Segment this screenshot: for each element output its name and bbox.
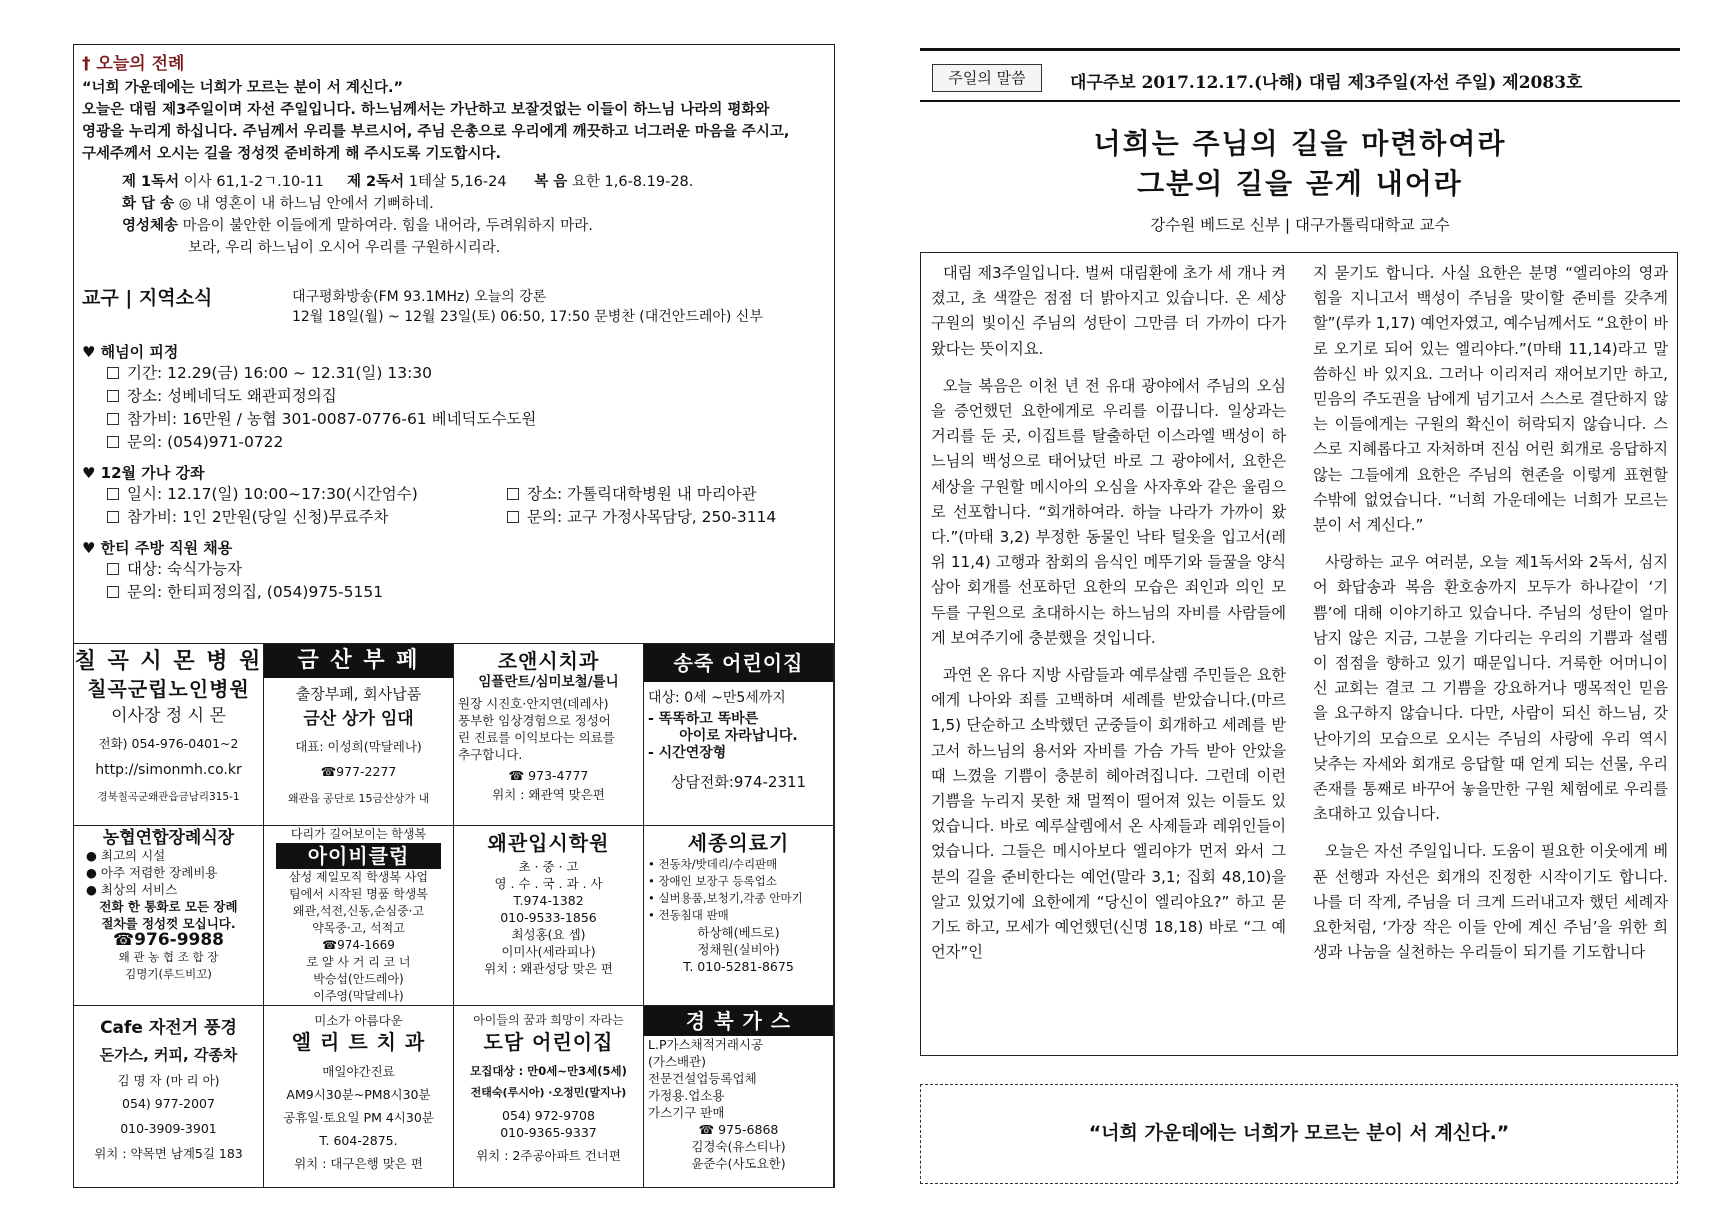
ad-text: 다리가 길어보이는 학생복 — [290, 827, 427, 841]
ad-address: 위치 : 약목면 남계5길 183 — [94, 1146, 243, 1161]
checkbox-icon — [107, 511, 119, 523]
ad-text: 김명기(루드비꼬) — [125, 967, 212, 981]
liturgy-quote: “너희 가운데에는 너희가 모르는 분이 서 계신다.” — [82, 80, 403, 96]
today-liturgy — [82, 49, 827, 259]
ad-text: ● 최상의 서비스 — [86, 882, 178, 897]
section-title-hiring: ♥ 한티 주방 직원 채용 — [82, 539, 233, 557]
communion-2: 보라, 우리 하느님이 오시어 우리를 구원하시리라. — [188, 240, 501, 256]
ad-grid — [74, 643, 834, 1187]
ad-url: http://simonmh.co.kr — [95, 762, 242, 778]
homily-author: 강수원 베드로 신부 | 대구가톨릭대학교 교수 — [1150, 216, 1450, 234]
ad-text: 이사장 정 시 몬 — [111, 706, 226, 726]
ad-text: 돈가스, 커피, 각종차 — [99, 1046, 238, 1064]
reading1-label: 제 1독서 — [122, 174, 180, 190]
gospel: 요한 1,6-8.19-28. — [571, 174, 694, 190]
checkbox-icon — [107, 436, 119, 448]
cana-item — [107, 483, 482, 506]
ad-phone: ☎974-1669 — [322, 938, 395, 952]
ad-funeral-hall — [74, 825, 264, 1005]
cana-item — [507, 483, 776, 506]
ad-simon-hospital — [74, 643, 264, 825]
ad-phone: ☎976-9988 — [112, 930, 225, 950]
ad-text: ● 아주 저렴한 장례비용 — [86, 865, 218, 880]
ad-text: 전화 한 통화로 모든 장례 — [99, 899, 238, 914]
ad-text: 팀에서 시작된 명품 학생복 — [289, 887, 428, 901]
retreat-item — [107, 431, 827, 454]
retreat-item — [107, 408, 827, 431]
ad-text: 추구합니다. — [458, 747, 523, 762]
ad-text: • 실버용품,보청기,각종 안마기 — [648, 891, 803, 905]
ad-text: 왜 관 농 협 조 합 장 — [118, 950, 219, 964]
ad-text: 초 · 중 · 고 — [518, 859, 579, 874]
paragraph: 대림 제3주일입니다. 벌써 대림환에 초가 세 개나 켜졌고, 초 색깔은 점점 더 밝아지고 있습니다. 온 세상 구원의 빛이신 주님의 성탄이 그만큼 더 가까이 다가왔다는 뜻이지요. — [931, 264, 1286, 358]
ad-title: 조앤시치과 — [497, 649, 600, 673]
ad-cafe-bicycle — [74, 1005, 264, 1187]
ad-phone: T. 604-2875. — [319, 1133, 398, 1148]
ad-title: 금 산 부 페 — [264, 644, 453, 678]
hiring-contact: 문의: 한티피정의집, (054)975-5151 — [127, 583, 384, 601]
ad-text: 왜관,석전,신동,순심중·고 — [292, 904, 425, 918]
ad-sejong-medical — [644, 825, 834, 1005]
checkbox-icon — [107, 586, 119, 598]
paragraph: 과연 온 유다 지방 사람들과 예루살렘 주민들은 요한에게 나아와 죄를 고백하며 세례를 받았습니다.(마르 1,5) 단순하고 소박했던 군중들이 회개하고 세례를 받고서 하느님의 용서와 자비를 가슴 가득 받아 안았을 때 느꼈을 기쁨이 충분히 헤아려집니다. 그런데 이런 기쁨을 누리지 못한 채 멀찍이 떨어져 있는 이들도 있었습니다. 바로 예루살렘에서 온 사제들과 레위인들이었습니다. 그들은 메시아보다 엘리야가 먼저 와서 그분의 길을 준비한다는 예언(말라 3,1; 집회 48,10)을 알고 있었기에 요한에게 “당신이 엘리야요?” 하고 묻기도 하고, 모세가 예언했던(신명 18,18) 바로 “그 예언자”인 — [931, 666, 1286, 962]
ad-text: 풍부한 임상경험으로 정성어 — [458, 713, 611, 728]
ad-phone: ☎ 975-6868 — [698, 1122, 779, 1137]
checkbox-icon — [507, 488, 519, 500]
checkbox-icon — [107, 488, 119, 500]
ad-text: 가스기구 판매 — [648, 1105, 725, 1120]
liturgy-title: † 오늘의 전례 — [82, 54, 185, 74]
ad-songjuk-daycare — [644, 643, 834, 825]
ad-phone: 010-9365-9337 — [500, 1125, 597, 1140]
paragraph: 오늘 복음은 이천 년 전 유대 광야에서 주님의 오심을 증언했던 요한에게로 우리를 이끕니다. 일상과는 거리를 둔 곳, 이집트를 탈출하던 이스라엘 백성이 하느님의 백성으로 태어났던 바로 그 광야에서, 요한은 세상을 구원할 메시아의 오심을 사자후와 같은 울림으로 선포합니다. “회개하여라. 하늘 나라가 가까이 왔다.”(마태 3,2) 부정한 동물인 낙타 털옷을 입고서(레위 11,4) 고행과 참회의 음식인 메뚜기와 들꿀을 양식 삼아 회개를 선포하던 요한의 모습은 죄인과 의인 모두를 구원으로 초대하시는 하느님의 자비를 사람들에게 보여주기에 충분했을 것입니다. — [931, 376, 1286, 647]
section-title-retreat: ♥ 해넘이 피정 — [82, 343, 179, 361]
ad-text: - 똑똑하고 똑바른 — [648, 711, 759, 727]
checkbox-icon — [107, 563, 119, 575]
communion-1: 마음이 불안한 이들에게 말하여라. 힘을 내어라, 두려워하지 마라. — [182, 218, 593, 234]
cana-items — [82, 483, 827, 529]
ad-phone: 010-3909-3901 — [120, 1121, 217, 1136]
ad-title: 아이비클럽 — [276, 843, 441, 869]
cana-fee: 참가비: 1인 2만원(당일 신청)무료주차 — [127, 508, 389, 526]
radio-line-1: 대구평화방송(FM 93.1MHz) 오늘의 강론 — [292, 289, 547, 305]
ad-text: - 시간연장형 — [648, 745, 727, 761]
ad-text: 임플란트/심미보철/틀니 — [478, 674, 619, 690]
ad-text: 린 진료를 이익보다는 의료를 — [458, 730, 615, 745]
ad-phone: ☎ 973-4777 — [508, 768, 589, 783]
ad-text: • 전동침대 판매 — [648, 908, 729, 922]
ad-text: 금산 상가 임대 — [303, 709, 414, 729]
ad-text: 미소가 아름다운 — [314, 1013, 403, 1028]
cana-item — [507, 506, 776, 529]
ad-text: 박승섭(안드레아) — [313, 972, 404, 986]
ad-text: 이미사(세라피나) — [501, 944, 596, 959]
ad-ivy-club — [264, 825, 454, 1005]
radio-line-2: 12월 18일(월) ~ 12월 23일(토) 06:50, 17:50 문병찬 (대건안드레아) 신부 — [292, 309, 763, 325]
ad-text: 로 얄 사 거 리 코 너 — [306, 955, 411, 969]
readings — [122, 171, 827, 259]
ad-phone: ☎977-2277 — [320, 764, 397, 779]
ad-text: 김 명 자 (마 리 아) — [117, 1073, 220, 1088]
masthead: 대구주보 2017.12.17.(나해) 대림 제3주일(자선 주일) 제2083호 — [1070, 73, 1583, 93]
ad-subtitle: 칠곡군립노인병원 — [87, 677, 250, 701]
ad-text: 원장 시진호·안지연(데레사) — [458, 696, 609, 711]
ad-title — [74, 1020, 263, 1037]
ad-text: 삼성 제일모직 학생복 사업 — [289, 870, 428, 884]
reading2-label: 제 2독서 — [346, 174, 405, 190]
cana-contact: 문의: 교구 가정사목담당, 250-3114 — [527, 508, 777, 526]
ad-title: 왜관입시학원 — [487, 831, 610, 855]
ad-title: 경 북 가 스 — [644, 1006, 833, 1036]
liturgy-intro-1: 오늘은 대림 제3주일이며 자선 주일입니다. 하느님께서는 가난하고 보잘것없는 이들이 하느님 나라의 평화와 — [82, 102, 770, 118]
ad-title: 엘 리 트 치 과 — [291, 1030, 426, 1054]
ad-title-text: Cafe 자전거 풍경 — [100, 1018, 237, 1038]
ad-text: 이주영(막달레나) — [313, 989, 404, 1003]
ad-text: 절차를 정성껏 모십니다. — [101, 916, 236, 931]
ad-text: 김경숙(유스티나) — [691, 1139, 786, 1154]
liturgy-intro-3: 구세주께서 오시는 길을 정성껏 준비하게 해 주시도록 기도합시다. — [82, 146, 502, 162]
ad-address: 위치 : 2주공아파트 건너편 — [476, 1148, 621, 1163]
gospel-label: 복 음 — [534, 174, 568, 190]
ad-address: 위치 : 왜관역 맞은편 — [492, 787, 605, 802]
ad-address: 위치 : 대구은행 맞은 편 — [294, 1156, 423, 1171]
checkbox-icon — [107, 390, 119, 402]
ad-title: 농협연합장례식장 — [102, 828, 235, 848]
news-title: 교구 | 지역소식 — [82, 287, 213, 309]
ad-text: 윤준수(사도요한) — [691, 1156, 786, 1171]
ad-text: 전태숙(루시아) ·오정민(말지나) — [470, 1086, 627, 1099]
ad-text: 가정용.업소용 — [648, 1088, 725, 1103]
homily-column-2 — [1313, 261, 1668, 977]
ad-text: 공휴일·토요일 PM 4시30분 — [283, 1110, 434, 1125]
ad-text: 전문건설업등록업체 — [648, 1071, 757, 1086]
ad-text: 대표: 이성희(막달레나) — [295, 739, 422, 754]
homily-title-line-1: 너희는 주님의 길을 마련하여라 — [1093, 127, 1507, 160]
ad-joan-dental — [454, 643, 644, 825]
header-rule-bottom — [920, 100, 1680, 102]
ad-waegwan-academy — [454, 825, 644, 1005]
ad-phone: T. 010-5281-8675 — [683, 959, 794, 974]
header-rule — [920, 48, 1680, 51]
ad-text: L.P가스채적거래시공 — [648, 1037, 764, 1052]
homily-column-1 — [931, 261, 1286, 977]
reading2: 1테살 5,16-24 — [408, 174, 507, 190]
sunday-word-tab: 주일의 말씀 — [932, 64, 1042, 92]
psalm: ◎ 내 영혼이 내 하느님 안에서 기뻐하네. — [178, 196, 434, 212]
retreat-place: 장소: 성베네딕도 왜관피정의집 — [127, 387, 337, 405]
ad-text: • 장애인 보장구 등록업소 — [648, 874, 777, 888]
ad-text: 아이로 자라납니다. — [679, 728, 798, 744]
ad-title: 칠 곡 시 몬 병 원 — [74, 649, 263, 674]
ad-phone: 054) 972-9708 — [502, 1108, 595, 1123]
ad-geumsan-buffet — [264, 643, 454, 825]
hiring-item — [107, 558, 827, 581]
ad-text: 정채원(실비아) — [697, 942, 780, 957]
ad-text: 아이들의 꿈과 희망이 자라는 — [473, 1013, 624, 1027]
ad-phone: 상담전화:974-2311 — [670, 773, 807, 791]
ad-phone: T.974-1382 — [513, 893, 584, 908]
checkbox-icon — [507, 511, 519, 523]
cana-place: 장소: 가톨릭대학병원 내 마리아관 — [527, 485, 757, 503]
ad-title: 도담 어린이집 — [483, 1030, 614, 1054]
ad-text: 대상: 0세 ~만5세까지 — [648, 690, 786, 706]
ad-text: AM9시30분~PM8시30분 — [286, 1087, 431, 1102]
ad-text: 모집대상 : 만0세~만3세(5세) — [470, 1064, 627, 1078]
ad-text: 최성홍(요 셉) — [511, 927, 586, 942]
reading1: 이사 61,1-2ㄱ.10-11 — [183, 174, 324, 190]
cana-date: 일시: 12.17(일) 10:00~17:30(시간엄수) — [127, 485, 418, 503]
homily-body — [920, 252, 1678, 1056]
ad-phone: 010-9533-1856 — [500, 910, 597, 925]
retreat-date: 기간: 12.29(금) 16:00 ~ 12.31(일) 13:30 — [127, 364, 433, 382]
section-title-cana: ♥ 12월 가나 강좌 — [82, 464, 205, 482]
ad-dodam-daycare — [454, 1005, 644, 1187]
hiring-item — [107, 581, 827, 604]
paragraph: 지 묻기도 합니다. 사실 요한은 분명 “엘리야의 영과 힘을 지니고서 백성이 주님을 맞이할 준비를 갖추게 할”(루카 1,17) 예언자였고, 예수님께서도 “요한이 바로 오기로 되어 있는 엘리야다.”(마태 11,14)라고 말씀하신 바 있지요. 그러나 이리저리 재어보기만 하고, 믿음의 주도권을 남에게 넘기고서 스스로 결단하지 않는 이들에게는 구원의 확신이 허락되지 않습니다. 스스로 지혜롭다고 자처하며 진심 어린 회개로 응답하지 않는 그들에게 요한은 주님의 현존을 이렇게 표현할 수밖에 없었습니다. “너희 가운데에는 너희가 모르는 분이 서 계신다.” — [1313, 264, 1668, 535]
checkbox-icon — [107, 413, 119, 425]
ad-address: 왜관읍 공단로 15금산상가 내 — [287, 792, 430, 805]
ad-text: ● 최고의 시설 — [86, 848, 166, 863]
ad-text: 출장부페, 회사납품 — [295, 685, 422, 703]
ad-title: 송죽 어린이집 — [644, 644, 833, 682]
ad-text: 약목중·고, 석적고 — [312, 921, 405, 935]
ad-text: 영 . 수 . 국 . 과 . 사 — [494, 876, 603, 891]
ad-text: 하상해(베드로) — [697, 925, 780, 940]
right-page — [920, 44, 1680, 1190]
ad-phone: 054) 977-2007 — [122, 1096, 215, 1111]
ad-text: 매일야간진료 — [322, 1064, 395, 1079]
psalm-label: 화 답 송 — [122, 196, 175, 212]
ad-address: 위치 : 왜관성당 맞은 편 — [484, 961, 613, 976]
retreat-item — [107, 385, 827, 408]
homily-title-line-2: 그분의 길을 곧게 내어라 — [1137, 167, 1463, 200]
ad-text: (가스배관) — [648, 1054, 707, 1069]
ad-gyeongbuk-gas — [644, 1005, 834, 1187]
retreat-item — [107, 362, 827, 385]
ad-address: 경북칠곡군왜관읍금남리315-1 — [97, 791, 240, 803]
ad-elite-dental — [264, 1005, 454, 1187]
paragraph: 사랑하는 교우 여러분, 오늘 제1독서와 2독서, 심지어 화답송과 복음 환호송까지 모두가 하나같이 ‘기쁨’에 대해 이야기하고 있습니다. 주님의 성탄이 얼마 남지 않은 지금, 그분을 기다리는 우리의 기쁨과 설렘이 점점을 향하고 있기 때문입니다. 거룩한 어머니이신 교회는 결코 그 기쁨을 강요하거나 맹목적인 믿음을 요구하지 않습니다. 다만, 사람이 되신 하느님, 갓난아기의 모습으로 오시는 주님의 사랑에 우리 역시 낮추는 자세와 회개로 응답할 때 얻게 되는 선물, 우리 존재를 통째로 바꾸어 놓을만한 구원 체험에로 우리를 초대하고 있습니다. — [1313, 553, 1668, 824]
paragraph: 오늘은 자선 주일입니다. 도움이 필요한 이웃에게 베푼 선행과 자선은 회개의 진정한 시작이기도 합니다. 나를 더 작게, 주님을 더 크게 드러내고자 했던 세례자 요한처럼, ‘가장 작은 이들 안에 계신 주님’을 위한 희생과 나눔을 실천하는 우리들이 되기를 기도합니다 — [1313, 842, 1668, 962]
ad-title: 세종의료기 — [687, 831, 790, 855]
cana-item — [107, 506, 482, 529]
left-page — [73, 44, 835, 1188]
hiring-target: 대상: 숙식가능자 — [127, 560, 242, 578]
diocese-news — [82, 283, 827, 604]
highlight-quote: “너희 가운데에는 너희가 모르는 분이 서 계신다.” — [920, 1084, 1678, 1184]
communion-label: 영성체송 — [122, 218, 179, 234]
retreat-fee: 참가비: 16만원 / 농협 301-0087-0776-61 베네딕도수도원 — [127, 410, 537, 428]
checkbox-icon — [107, 367, 119, 379]
ad-text: • 전동차/밧데리/수리판매 — [648, 857, 778, 871]
ad-phone: 전화) 054-976-0401~2 — [98, 736, 239, 751]
retreat-contact: 문의: (054)971-0722 — [127, 433, 284, 451]
liturgy-intro-2: 영광을 누리게 하십니다. 주님께서 우리를 부르시어, 주님 은총으로 우리에게 깨끗하고 너그러운 마음을 주시고, — [82, 124, 790, 140]
